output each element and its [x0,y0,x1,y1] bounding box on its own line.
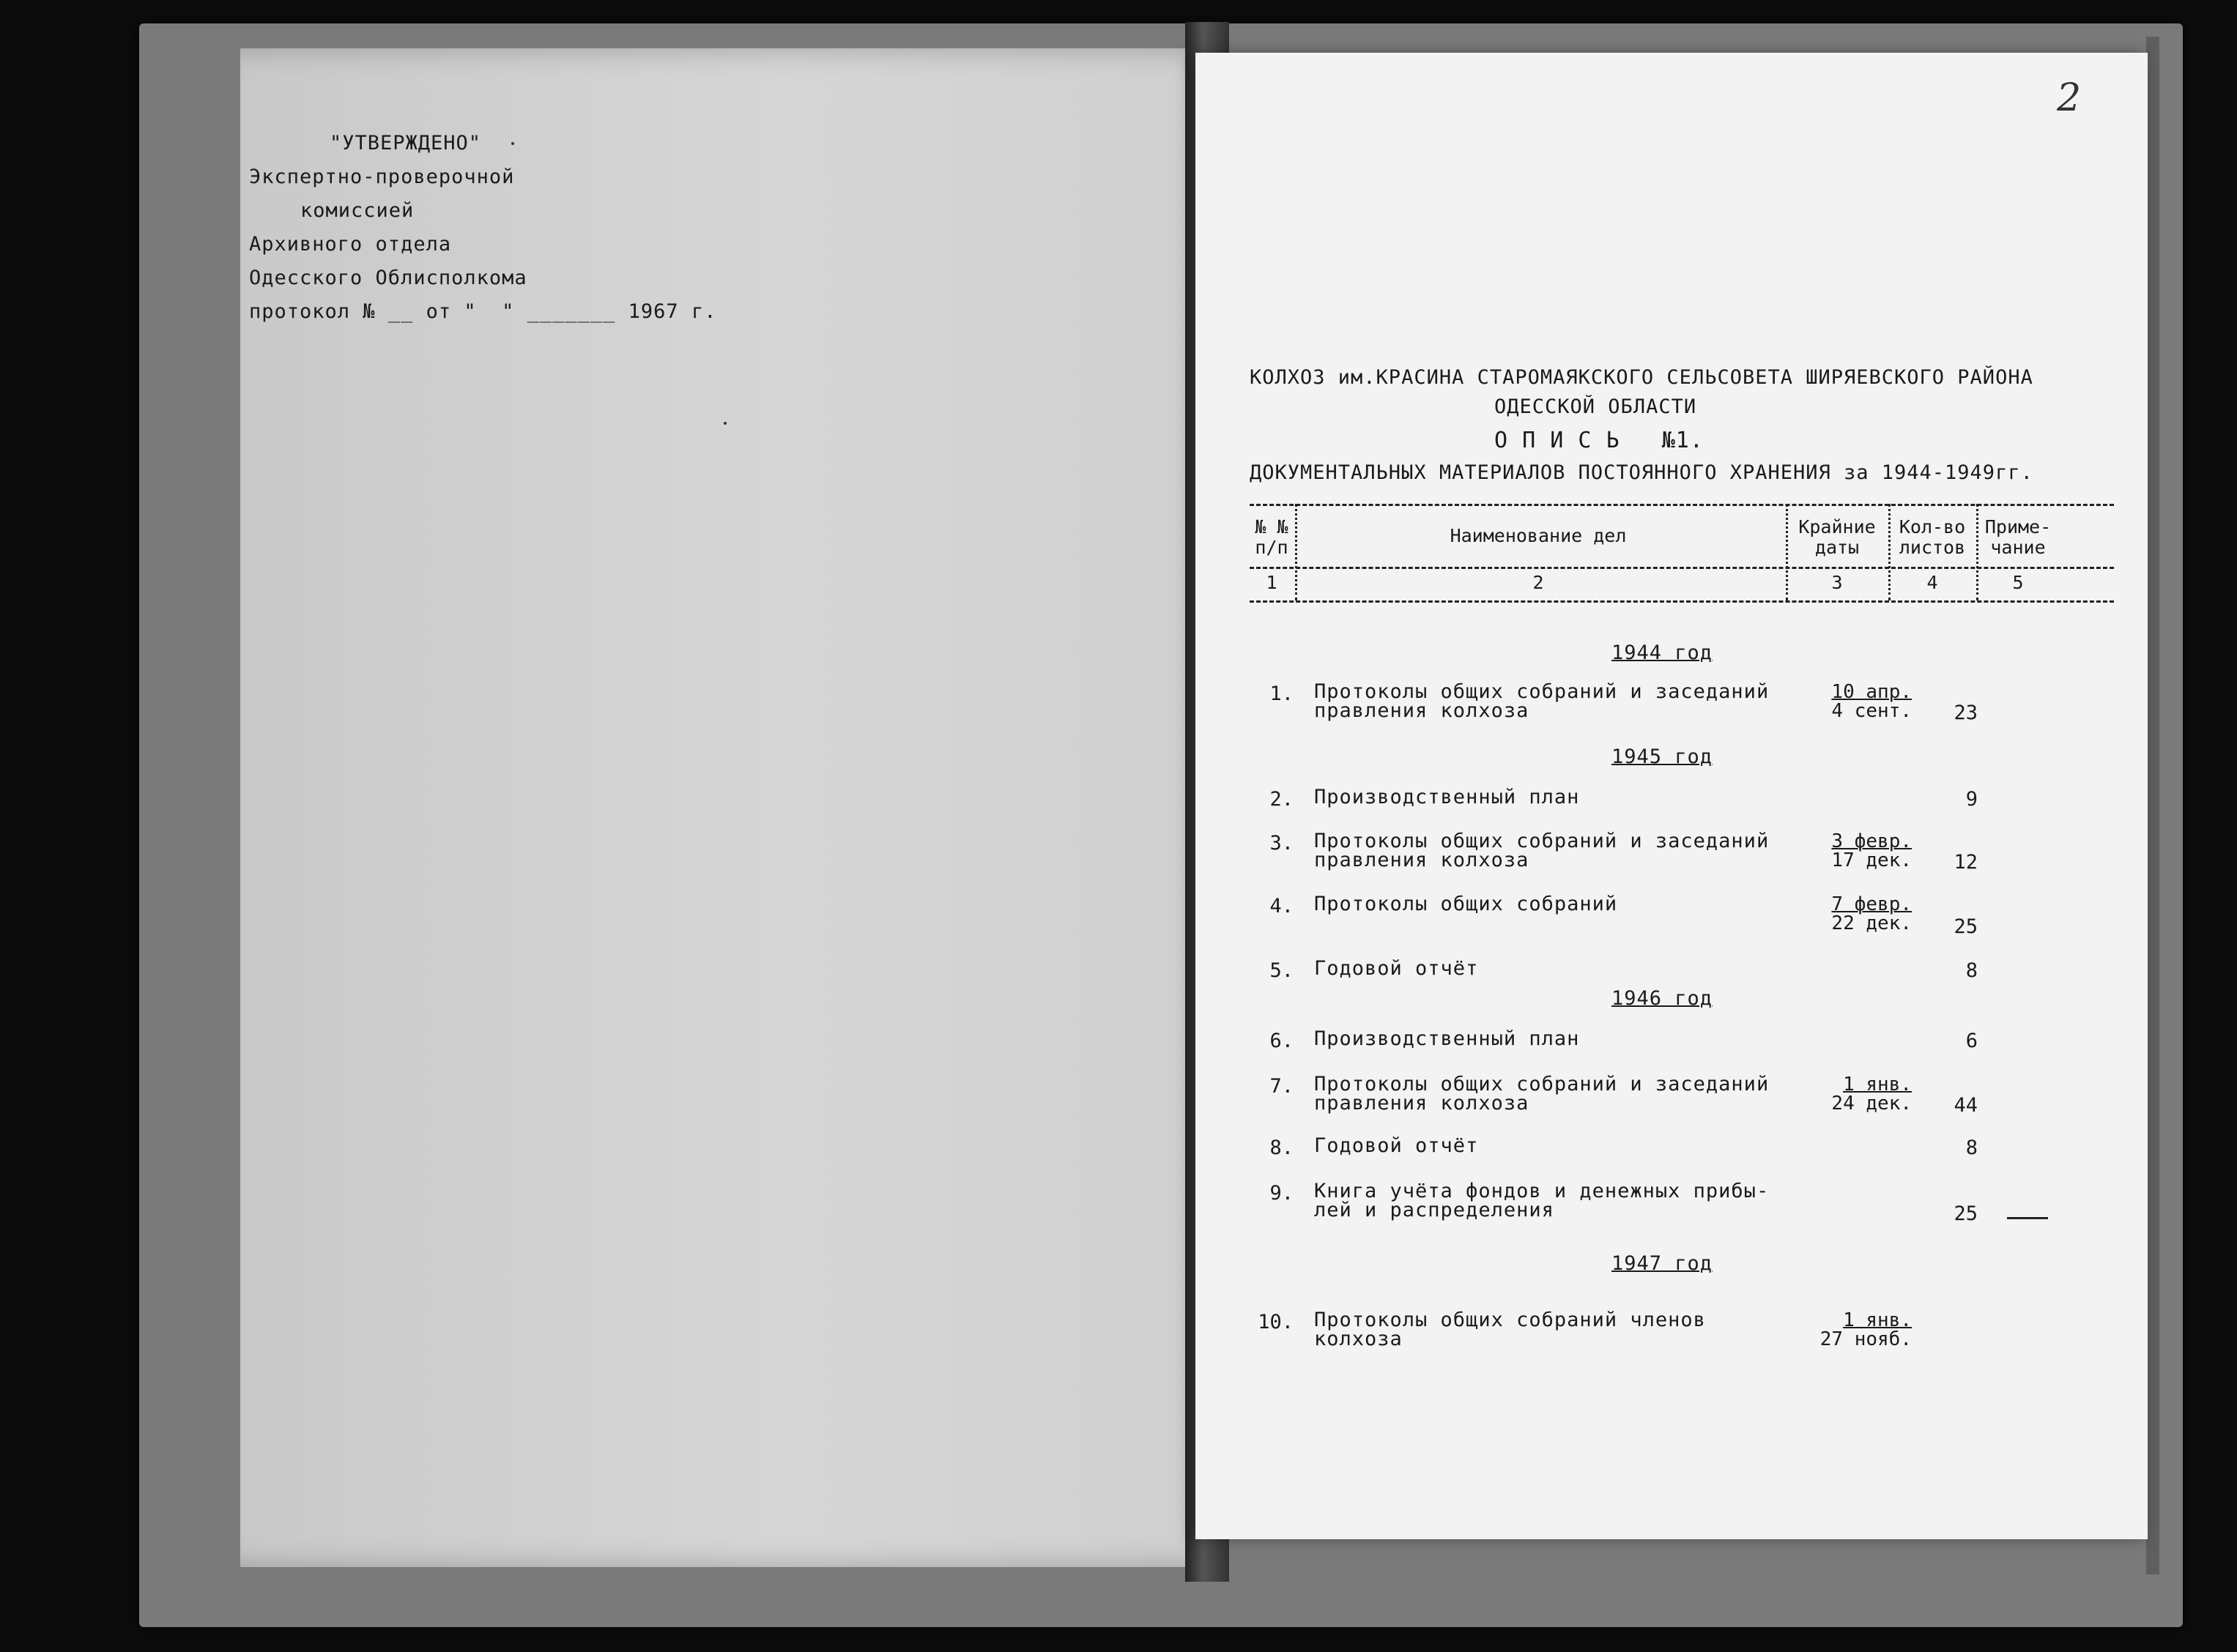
item-sheets: 23 [1954,702,1978,724]
date-to: 4 сент. [1831,700,1912,722]
date-from: 3 февр. [1831,830,1912,852]
item-name: Книга учёта фондов и денежных прибы- лей и распределения [1314,1180,1770,1221]
date-to: 17 дек. [1831,849,1912,871]
item-name: Производственный план [1314,1027,1580,1050]
org-name-line-2: ОДЕССКОЙ ОБЛАСТИ [1494,395,1697,418]
table-rule-bottom [1250,600,2114,603]
cover-edge [2146,37,2159,1574]
item-dates [1787,832,1912,870]
date-to: 24 дек. [1831,1093,1912,1115]
date-from: 10 апр. [1831,681,1912,703]
item-number: 5. [1269,959,1294,982]
item-name: Протоколы общих собраний и заседаний правления колхоза [1314,1073,1770,1115]
approval-line-4: Архивного отдела [249,233,452,256]
item-sheets: 12 [1954,851,1978,874]
item-number: 1. [1269,682,1294,705]
item-sheets: 25 [1954,915,1978,938]
item-sheets: 44 [1954,1094,1978,1117]
col-header-sheets: Кол-во листов [1899,516,1966,558]
approval-line-2: Экспертно-проверочной [249,165,515,188]
year-heading-1947: 1947 год [1611,1252,1713,1275]
col-header-dates: Крайние даты [1798,516,1876,558]
date-to: 27 нояб. [1819,1328,1912,1350]
inventory-subtitle: ДОКУМЕНТАЛЬНЫХ МАТЕРИАЛОВ ПОСТОЯННОГО ХРАНЕНИЯ за 1944-1949гг. [1250,461,2033,484]
year-heading-1946: 1946 год [1611,987,1713,1010]
item-name: Протоколы общих собраний [1314,893,1618,915]
item-sheets: 8 [1965,959,1978,982]
col-number-5: 5 [2012,572,2024,593]
item-number: 3. [1269,832,1294,855]
inventory-title: О П И С Ь №1. [1494,428,1704,453]
item-dates [1787,1311,1912,1349]
col-number-3: 3 [1831,572,1843,593]
item-name: Протоколы общих собраний и заседаний правления колхоза [1314,830,1770,871]
item-dates [1787,682,1912,721]
item-number: 9. [1269,1182,1294,1205]
item-sheets: 8 [1965,1136,1978,1159]
table-rule-top [1250,504,2114,506]
item-number: 8. [1269,1136,1294,1159]
approval-line-6: протокол № __ от " " _______ 1967 г. [249,300,717,323]
approval-line-5: Одесского Облисполкома [249,267,527,289]
col-number-4: 4 [1926,572,1938,593]
item-name: Годовой отчёт [1314,1134,1479,1157]
item-number: 10. [1258,1311,1294,1333]
item-number: 6. [1269,1030,1294,1052]
approval-line-1: "УТВЕРЖДЕНО" [330,132,482,155]
org-name-line-1: КОЛХОЗ им.КРАСИНА СТАРОМАЯКСКОГО СЕЛЬСОВЕТА ШИРЯЕВСКОГО РАЙОНА [1250,366,2033,389]
col-header-notes: Приме- чание [1984,516,2052,558]
paper-speck [511,142,514,145]
item-dates [1787,895,1912,933]
table-rule-mid [1250,567,2114,569]
year-heading-1944: 1944 год [1611,641,1713,664]
year-heading-1945: 1945 год [1611,745,1713,768]
col-header-number: № № п/п [1255,516,1288,558]
date-from: 7 февр. [1831,893,1912,915]
paper-speck [724,422,727,425]
date-from: 1 янв. [1843,1309,1912,1331]
item-name: Годовой отчёт [1314,957,1479,980]
item-name: Протоколы общих собраний и заседаний правления колхоза [1314,680,1770,722]
item-dates [1787,1075,1912,1113]
col-header-name: Наименование дел [1450,525,1627,546]
item-number: 7. [1269,1075,1294,1098]
item-sheets: 25 [1954,1202,1978,1225]
item-name: Производственный план [1314,786,1580,808]
date-from: 1 янв. [1843,1074,1912,1095]
item-number: 4. [1269,895,1294,918]
item-number: 2. [1269,788,1294,811]
page-number: 2 [2057,76,2082,120]
approval-line-3: комиссией [300,199,415,222]
col-number-2: 2 [1532,572,1544,593]
item-sheets: 9 [1965,788,1978,811]
handwritten-dash [2007,1217,2048,1219]
item-sheets: 6 [1965,1030,1978,1052]
col-number-1: 1 [1266,572,1277,593]
date-to: 22 дек. [1831,912,1912,934]
item-name: Протоколы общих собраний членов колхоза [1314,1309,1706,1350]
